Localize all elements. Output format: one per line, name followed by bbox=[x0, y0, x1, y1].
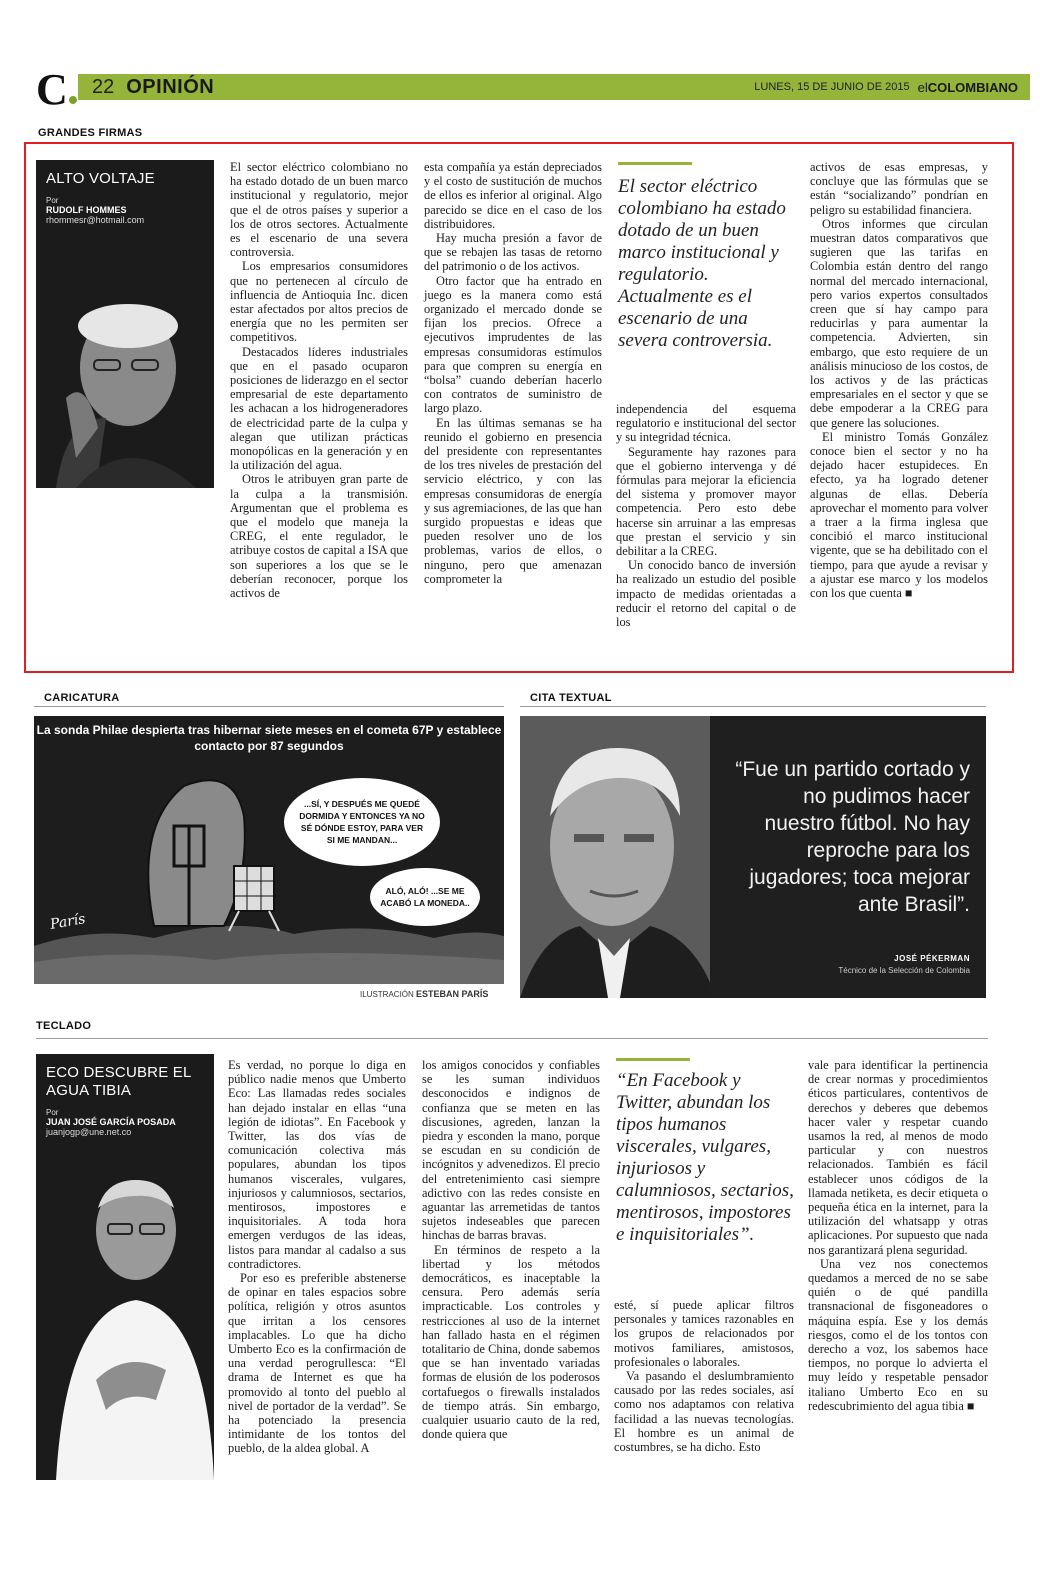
column-title: ALTO VOLTAJE bbox=[46, 170, 155, 187]
author-photo bbox=[36, 1150, 214, 1480]
section-label-grandes-firmas: GRANDES FIRMAS bbox=[38, 127, 143, 139]
paper-name: elCOLOMBIANO bbox=[917, 79, 1018, 95]
section-label-caricatura: CARICATURA bbox=[44, 692, 120, 704]
author-email: juanjogp@une.net.co bbox=[46, 1127, 132, 1137]
article-column-4: vale para identificar la pertinencia de crear normas y procedimientos éticos particulares, contentivos de derechos y deberes que debemos hacer valer y respetar cuando usamos la red, al menos de modo particular y con nuestros relacionados. También es fácil establecer unos códigos de la llamada netiketa, es decir etiqueta o pequeña ética en la internet, para la utilización del whatsapp y otras aplicaciones. Por supuesto que nada nos garantizará plena seguridad. Una vez nos conectemos quedamos a merced de no se sabe quién o de qué pandilla transnacional de fisgoneadores o máquina espía. Ese y los demás riesgos, como el de los tontos con derecho a voz, los sabemos hace tiempos, no porque lo advierta el muy leído y respetable pensador italiano Umberto Eco en su redescubrimiento del agua tibia ■ bbox=[808, 1058, 988, 1413]
divider bbox=[520, 706, 986, 707]
pull-quote: El sector eléctrico colombiano ha estado dotado de un buen marco institucional y regulatorio. Actualmente es el escenario de una severa controversia. bbox=[618, 176, 786, 351]
pull-quote-rule bbox=[616, 1058, 690, 1061]
article-column-3: esté, sí puede aplicar filtros personales y tamices razonables en los grupos de relacionados por motivos familiares, amistosos, profesionales o laborales. Va pasando el deslumbramiento causado por las redes sociales, así como nos adaptamos con relativa facilidad a las nuevas tecnologías. El hombre es un animal de costumbres, se ha dicho. Esto bbox=[614, 1298, 794, 1455]
illustration-credit: ILUSTRACIÓN ESTEBAN PARÍS bbox=[360, 989, 489, 999]
speech-bubble-2: ALÓ, ALÓ! ...SE ME ACABÓ LA MONEDA.. bbox=[370, 868, 480, 926]
speech-bubble-1: ...SÍ, Y DESPUÉS ME QUEDÉ DORMIDA Y ENTONCES YA NO SÉ DÓNDE ESTOY, PARA VER SI ME MANDAN... bbox=[284, 778, 440, 866]
author-photo bbox=[36, 228, 214, 488]
issue-date: LUNES, 15 DE JUNIO DE 2015 bbox=[754, 81, 910, 93]
newspaper-logo: C bbox=[36, 68, 77, 112]
cartoon bbox=[34, 716, 504, 984]
pull-quote: “En Facebook y Twitter, abundan los tipos humanos viscerales, vulgares, injuriosos y calumniosos, sectarios, mentirosos, impostores e inquisitoriales”. bbox=[616, 1070, 794, 1245]
cartoonist-signature: París bbox=[48, 911, 87, 933]
author-card-garcia bbox=[36, 1054, 214, 1480]
article-column-1: Es verdad, no porque lo diga en público nadie menos que Umberto Eco: Las llamadas redes sociales han dejado instalar en ellas “una legión de idiotas”. En Facebook y Twitter, las dos vías de comunicación colectiva más populares, abundan los tipos humanos viscerales, vulgares, injuriosos y calumniosos, sectarios, mentirosos, impostores e inquisitoriales. A toda hora emergen verdugos de las ideas, listos para mandar al cadalso a sus contradictores. Por eso es preferible abstenerse de opinar en tales espacios sobre política, religión y otros asuntos que irritan a los censores implacables. Lo que ha dicho Umberto Eco es la confirmación de una verdad perogrullesca: “El drama de Internet es que ha promovido al tonto del pueblo al nivel de portador de la verdad”. Se ha potenciado la presencia intimidante de los tontos del pueblo, de la aldea global. A bbox=[228, 1058, 406, 1456]
divider bbox=[36, 1038, 988, 1039]
quote-author: JOSÉ PÉKERMAN bbox=[894, 954, 970, 963]
column-title: ECO DESCUBRE EL AGUA TIBIA bbox=[46, 1064, 191, 1099]
byline-prefix: Por bbox=[46, 196, 59, 205]
speaker-portrait bbox=[520, 716, 716, 998]
author-card-hommes bbox=[36, 160, 214, 488]
quote-text: “Fue un partido cortado y no pudimos hacer nuestro fútbol. No hay reproche para los jugadores; toca mejorar ante Brasil”. bbox=[735, 758, 970, 916]
quote-author-role: Técnico de la Selección de Colombia bbox=[838, 966, 970, 975]
section-title: OPINIÓN bbox=[126, 75, 215, 98]
article-column-3: independencia del esquema regulatorio e institucional del sector y su integridad técnica. Seguramente hay razones para que el gobierno intervenga y dé fórmulas para mejorar la eficiencia del sistema y promover mayor competencia. Pero esto debe hacerse sin arruinar a las empresas que prestan el servicio y sin debilitar a la CREG. Un conocido banco de inversión ha realizado un estudio del posible impacto de medidas orientadas a reducir el retorno del capital o de los bbox=[616, 402, 796, 630]
cartoon-caption: La sonda Philae despierta tras hibernar siete meses en el cometa 67P y establece contacto por 87 segundos bbox=[36, 723, 502, 753]
article-column-4: activos de esas empresas, y concluye que las fórmulas que se están “socializando” pondrían en peligro su estabilidad financiera. Otros informes que circulan muestran datos comparativos que sugieren que las tarifas en Colombia están dentro del rango normal del mercado internacional, pero varios expertos consultados creen que sí hay campo para reducirlas y para aumentar la competencia. Advierten, sin embargo, que esto requiere de un análisis minucioso de los costos, de los activos y de las prácticas empresariales en el sector y que se debe empoderar a la CREG para que genere las soluciones. El ministro Tomás González conoce bien el sector y no ha dejado hacer estupideces. En efecto, ya ha logrado detener algunas de ellas. Debería aprovechar el momento para volver a traer a la firma inglesa que concibió el marco institucional vigente, que se ha debilitado con el tiempo, para que ayude a revisar y a ajustar ese marco y los modelos con los que cuenta ■ bbox=[810, 160, 988, 601]
section-header-bar bbox=[78, 74, 1030, 100]
pull-quote-rule bbox=[618, 162, 692, 165]
author-name: JUAN JOSÉ GARCÍA POSADA bbox=[46, 1117, 176, 1127]
article-column-2: los amigos conocidos y confiables se les suman individuos desconocidos e indignos de confianza que se meten en las discusiones, agreden, lanzan la piedra y esconden la mano, porque se escudan en su condición de incógnitos y advenedizos. El precio del entretenimiento casi siempre adictivo con las redes consiste en aguantar las arremetidas de tantos sujetos indeseables que parecen hinchas de barras bravas. En términos de respeto a la libertad y los métodos democráticos, es inaceptable la censura. Pero además sería impracticable. Los controles y restricciones al uso de la internet han fallado hasta en el régimen totalitario de China, donde sabemos que se han inventado variadas formas de elusión de los poderosos cortafuegos o firewalls instalados de tiempo atrás. Sin embargo, cualquier usuario cauto de la red, donde quiera que bbox=[422, 1058, 600, 1442]
article-column-1: El sector eléctrico colombiano no ha estado dotado de un buen marco institucional y regulatorio, mejor que el de otros países y superior a los de otros sectores. Actualmente es el escenario de una severa controversia. Los empresarios consumidores que no pertenecen al círculo de influencia de Antioquia Inc. dicen estar afectados por altos precios de energía que no les permiten ser competitivos. Destacados líderes industriales que en el pasado ocuparon posiciones de liderazgo en el sector empresarial de este departamento les achacan a los hidrogeneradores de electricidad parte de la culpa y alegan que utilizan prácticas monopólicas en la generación y en la utilización del agua. Otros le atribuyen gran parte de la culpa a la transmisión. Argumentan que el problema es que el modelo que maneja la CREG, el ente regulador, le atribuye costos de capital a ISA que son superiores a los que se le deberían reconocer, porque los activos de bbox=[230, 160, 408, 601]
page-number: 22 bbox=[92, 75, 115, 98]
cartoon-drawing bbox=[34, 716, 504, 984]
byline-prefix: Por bbox=[46, 1108, 59, 1117]
quote-panel bbox=[710, 716, 986, 998]
section-label-cita-textual: CITA TEXTUAL bbox=[530, 692, 612, 704]
author-name: RUDOLF HOMMES bbox=[46, 205, 127, 215]
divider bbox=[34, 706, 504, 707]
quote-photo bbox=[520, 716, 716, 998]
article-column-2: esta compañía ya están depreciados y el costo de sustitución de muchos de ellos es inferior al original. Algo parecido se dice en el caso de los distribuidores. Hay mucha presión a favor de que se rebajen las tasas de retorno del patrimonio o de los activos. Otro factor que ha entrado en juego es la manera como está organizado el mercado donde se fijan los precios. Ofrece a ejecutivos imprudentes de las empresas consumidoras estímulos para que compren su energía en “bolsa” cuando deberían hacerlo con contratos de suministro de largo plazo. En las últimas semanas se ha reunido el gobierno en presencia del presidente con representantes de los tres niveles de prestación del servicio eléctrico, y con las empresas consumidoras de energía y sus agremiaciones, de las que han surgido propuestas e ideas que pueden resolver uno de los problemas, varios de ellos, o ninguno, pero que amenazan comprometer la bbox=[424, 160, 602, 586]
section-label-teclado: TECLADO bbox=[36, 1020, 92, 1032]
author-email: rhommesr@hotmail.com bbox=[46, 215, 145, 225]
